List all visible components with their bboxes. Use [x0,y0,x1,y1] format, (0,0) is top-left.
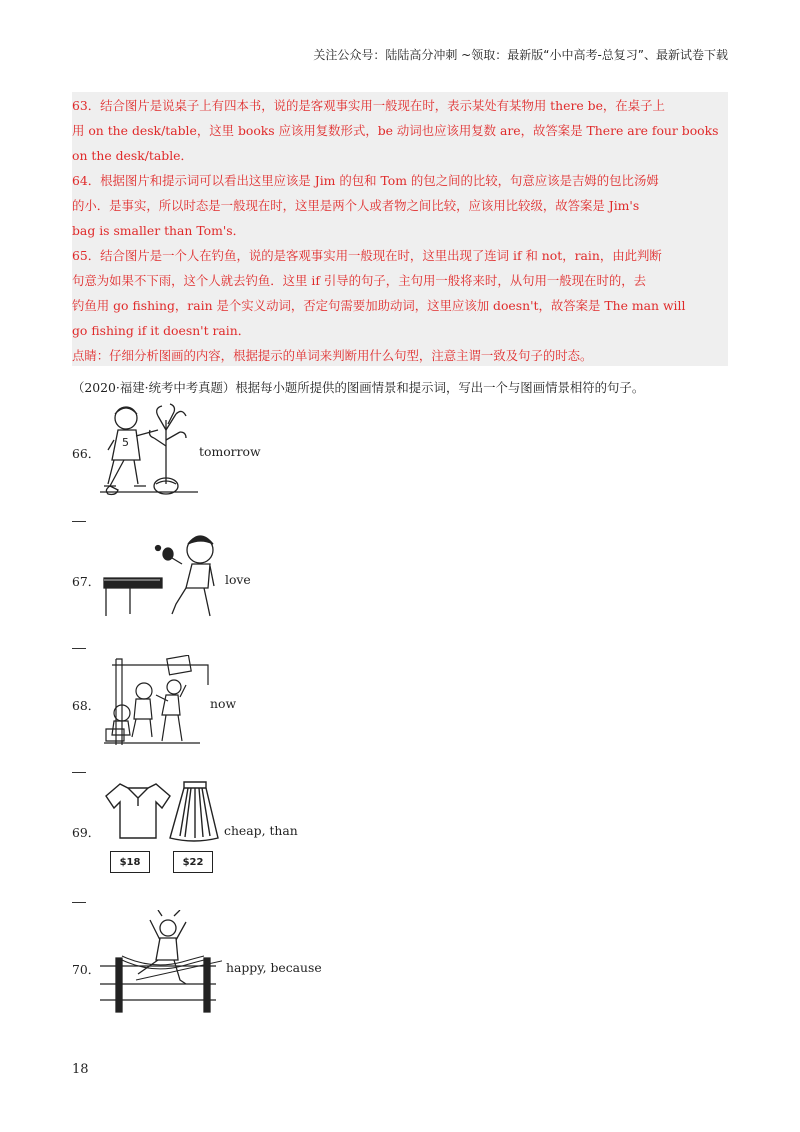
question-hint: now [210,696,237,711]
page-header: 关注公众号：陆陆高分冲刺 ~领取：最新版“小中高考-总复习”、最新试卷下载 [313,48,728,62]
answer-blank [72,648,86,649]
answer-blank [72,521,86,522]
answer-line: 64．根据图片和提示词可以看出这里应该是 Jim 的包和 Tom 的包之间的比较，句意应该是吉姆的包比汤姆 [72,173,659,188]
question-hint: happy, because [226,960,322,975]
question-number: 68． [72,698,101,713]
shirt-price-tag: $18 [110,851,150,873]
question-hint: cheap, than [224,823,298,838]
answer-line: 63．结合图片是说桌子上有四本书，说的是客观事实用一般现在时，表示某处有某物用 there be，在桌子上 [72,98,665,113]
page-number: 18 [72,1062,89,1077]
question-number: 67． [72,574,101,589]
answer-line: on the desk/table． [72,148,193,163]
answer-blank [72,772,86,773]
answer-line: go fishing if it doesn't rain． [72,323,251,338]
svg-text:5: 5 [122,436,129,449]
children-cleaning-illustration [96,655,210,747]
answer-explanations [72,92,728,366]
answer-blank [72,902,86,903]
answer-line: 65．结合图片是一个人在钓鱼，说的是客观事实用一般现在时，这里出现了连词 if 和 not，rain，由此判断 [72,248,662,263]
answer-line: 点睛：仔细分析图画的内容，根据提示的单词来判断用什么句型，注意主谓一致及句子的时态。 [72,348,593,363]
boy-playing-ping-pong-illustration [100,530,218,620]
answer-line: bag is smaller than Tom's． [72,223,245,238]
answer-line: 钓鱼用 go fishing，rain 是个实义动词，否定句需要加助动词，这里应该加 doesn't，故答案是 The man will [72,298,686,313]
runner-winning-race-illustration [96,910,222,1014]
answer-line: 句意为如果不下雨，这个人就去钓鱼．这里 if 引导的句子，主句用一般将来时，从句用一般现在时的，去 [72,273,647,288]
question-number: 66． [72,446,101,461]
section-instructions: （2020·福建·统考中考真题）根据每小题所提供的图画情景和提示词，写出一个与图画情景相符的句子。 [72,380,645,395]
answer-line: 用 on the desk/table，这里 books 应该用复数形式，be 动词也应该用复数 are，故答案是 There are four books [72,123,719,138]
question-number: 69． [72,825,101,840]
question-hint: love [225,572,251,587]
skirt-price-tag: $22 [173,851,213,873]
answer-line: 的小．是事实，所以时态是一般现在时，这里是两个人或者物之间比较，应该用比较级，故答案是 Jim's [72,198,640,213]
shirt-and-skirt-illustration [100,778,222,844]
question-hint: tomorrow [199,444,261,459]
question-number: 70． [72,962,101,977]
boy-planting-tree-illustration [96,400,200,496]
